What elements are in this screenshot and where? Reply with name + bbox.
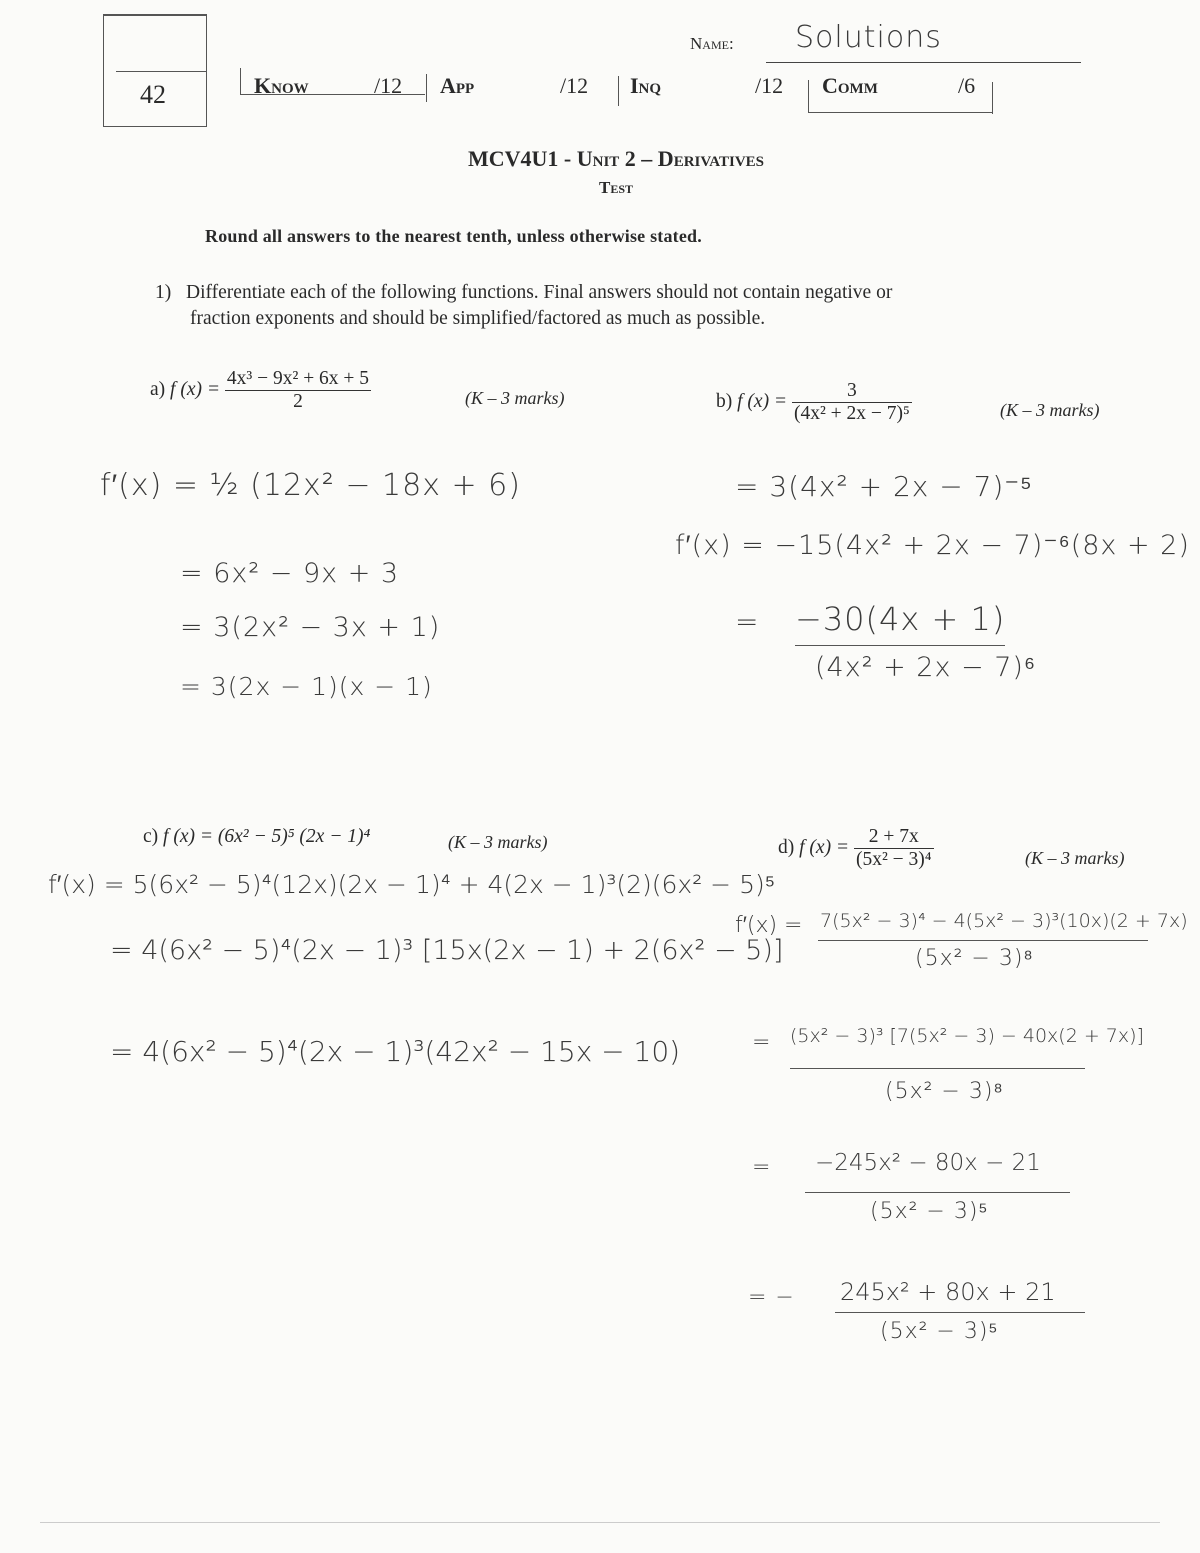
part-b-step-3-den: (4x² + 2x − 7)⁶ — [815, 652, 1037, 683]
part-d-step-2-eq: = — [752, 1030, 772, 1055]
part-b-fraction — [792, 380, 912, 425]
part-d-denominator: (5x² − 3)⁴ — [855, 849, 932, 870]
part-b-lhs: f (x) = — [737, 390, 788, 412]
part-d-step-1-num: 7(5x² − 3)⁴ − 4(5x² − 3)³(10x)(2 + 7x) — [820, 910, 1188, 932]
part-d-step-4-den: (5x² − 3)⁵ — [880, 1319, 999, 1344]
part-b-step-1: = 3(4x² + 2x − 7)⁻⁵ — [735, 470, 1033, 503]
part-a-step-2: = 6x² − 9x + 3 — [180, 558, 400, 589]
part-a-label: a) — [150, 378, 166, 400]
score-total: 42 — [140, 80, 166, 109]
part-c-question — [143, 826, 370, 848]
part-d-step-4-num: 245x² + 80x + 21 — [840, 1278, 1056, 1306]
part-d-step-2-num: (5x² − 3)³ [7(5x² − 3) − 40x(2 + 7x)] — [790, 1025, 1144, 1047]
part-c-label: c) — [143, 826, 159, 847]
part-d-question — [778, 826, 934, 871]
part-d-lhs: f (x) = — [799, 836, 850, 858]
course-title: MCV4U1 - Unit 2 – Derivatives — [467, 146, 765, 171]
part-d-step-1-lhs: f′(x) = — [735, 913, 803, 938]
part-a-step-4: = 3(2x − 1)(x − 1) — [180, 672, 433, 701]
score-box — [103, 14, 207, 127]
part-b-denominator: (4x² + 2x − 7)⁵ — [793, 403, 910, 424]
part-b-step-3-eq: = — [735, 605, 760, 638]
part-d-marks: (K – 3 marks) — [1025, 848, 1125, 868]
question-line-2: fraction exponents and should be simplified/factored as much as possible. — [190, 308, 766, 329]
part-b-step-2: f′(x) = −15(4x² + 2x − 7)⁻⁶(8x + 2) — [675, 530, 1190, 561]
category-scores — [240, 68, 995, 114]
part-c-step-1: f′(x) = 5(6x² − 5)⁴(12x)(2x − 1)⁴ + 4(2x − 1)³(2)(6x² − 5)⁵ — [48, 870, 776, 899]
part-a-marks: (K – 3 marks) — [465, 388, 565, 408]
question-number: 1) — [155, 282, 172, 303]
part-d-step-3-num: −245x² − 80x − 21 — [815, 1150, 1041, 1176]
name-label: Name: — [690, 34, 734, 53]
part-b-question — [716, 380, 912, 425]
part-c-step-2: = 4(6x² − 5)⁴(2x − 1)³ [15x(2x − 1) + 2(6x² − 5)] — [110, 935, 784, 966]
part-d-step-3-eq: = — [752, 1155, 772, 1180]
category-app-label: App — [440, 73, 475, 98]
part-d-step-4-eq: = − — [748, 1285, 795, 1310]
part-b-step-3-num: −30(4x + 1) — [795, 600, 1006, 638]
part-d-step-1-den: (5x² − 3)⁸ — [915, 946, 1034, 971]
part-b-label: b) — [716, 390, 733, 412]
question-line-1: Differentiate each of the following functions. Final answers should not contain negative or — [186, 282, 893, 303]
part-c-marks: (K – 3 marks) — [448, 832, 548, 852]
part-a-lhs: f (x) = — [170, 378, 220, 400]
page-bottom-rule — [40, 1522, 1160, 1523]
category-know-score: /12 — [374, 73, 403, 98]
category-inq-score: /12 — [755, 73, 784, 98]
part-a-step-1: f′(x) = ½ (12x² − 18x + 6) — [100, 468, 521, 503]
part-d-step-2-den: (5x² − 3)⁸ — [885, 1079, 1004, 1104]
part-d-fraction — [854, 826, 934, 871]
category-comm-score: /6 — [958, 73, 976, 98]
part-c-step-3: = 4(6x² − 5)⁴(2x − 1)³(42x² − 15x − 10) — [110, 1035, 681, 1068]
test-label: Test — [598, 178, 634, 197]
part-d-numerator: 2 + 7x — [868, 826, 919, 847]
category-inq-label: Inq — [630, 73, 662, 98]
part-a-numerator: 4x³ − 9x² + 6x + 5 — [226, 368, 370, 389]
rounding-instruction: Round all answers to the nearest tenth, unless otherwise stated. — [205, 226, 702, 246]
name-value: Solutions — [795, 20, 942, 55]
part-a-fraction — [225, 368, 371, 413]
part-b-numerator: 3 — [847, 380, 857, 401]
part-d-step-3-den: (5x² − 3)⁵ — [870, 1199, 989, 1224]
part-b-marks: (K – 3 marks) — [1000, 400, 1100, 420]
part-c-expression: f (x) = (6x² − 5)⁵ (2x − 1)⁴ — [163, 826, 371, 847]
category-know-label: Know — [254, 73, 309, 98]
category-app-score: /12 — [560, 73, 589, 98]
category-comm-label: Comm — [822, 73, 878, 98]
part-a-question — [150, 368, 371, 413]
part-a-step-3: = 3(2x² − 3x + 1) — [180, 612, 441, 643]
part-a-denominator: 2 — [225, 390, 371, 413]
part-d-label: d) — [778, 836, 795, 858]
name-line — [766, 62, 1081, 63]
